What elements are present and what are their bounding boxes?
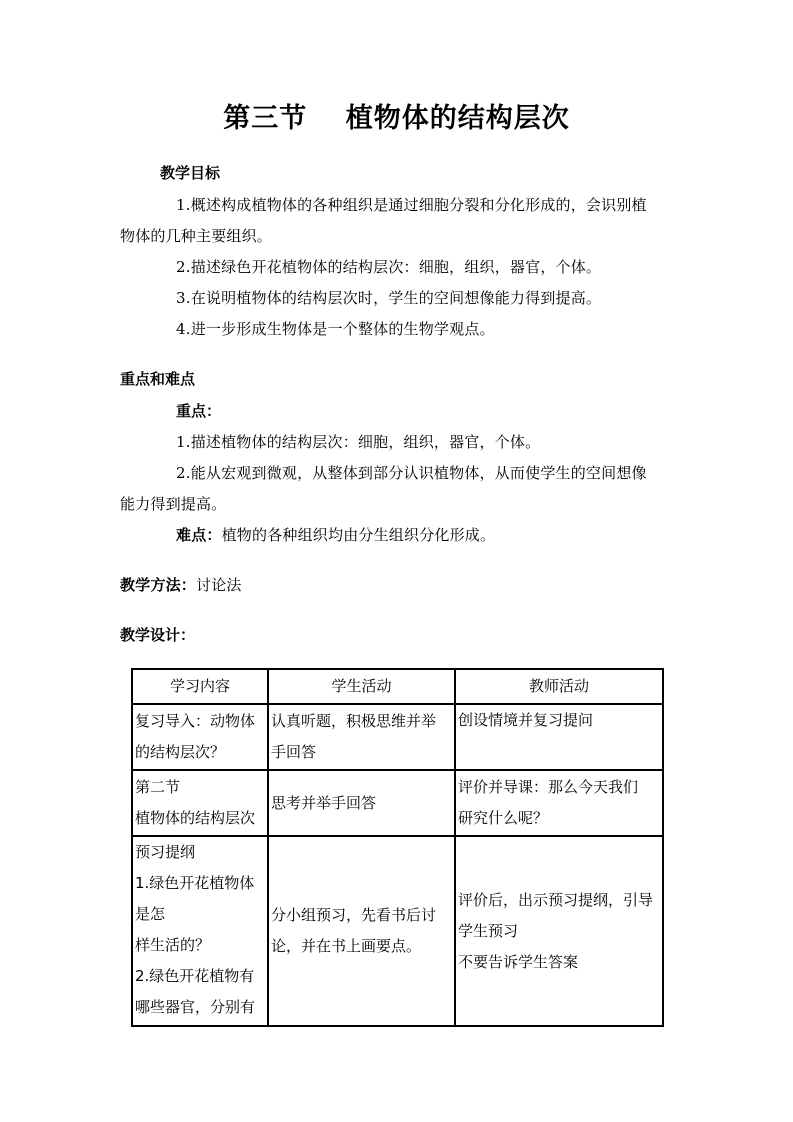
key-line-2: 2.能从宏观到微观，从整体到部分认识植物体，从而使学生的空间想像 [176, 464, 647, 482]
difficulty-text: 植物的各种组织均由分生组织分化形成。 [221, 526, 496, 544]
method-value: 讨论法 [196, 576, 242, 594]
row-3-teacher [455, 836, 663, 1026]
cell-line: 样生活的？ [135, 936, 211, 954]
objectives-heading: 教学目标 [160, 164, 221, 182]
method-line [120, 574, 242, 595]
difficulty-label: 难点： [176, 526, 222, 544]
cell-line: 学生预习 [458, 921, 519, 940]
row-2-student [268, 770, 455, 836]
key-points-heading: 重点和难点 [120, 370, 196, 388]
row-3-student [268, 836, 455, 1026]
objective-line-5: 4.进一步形成生物体是一个整体的生物学观点。 [176, 320, 495, 338]
row-2-content [132, 770, 268, 836]
row-3-content [132, 836, 268, 1026]
cell-line: 不要告诉学生答案 [458, 952, 579, 971]
objective-line-2: 物体的几种主要组织。 [120, 227, 273, 245]
difficulty-line [176, 524, 495, 545]
page-title: 第三节 植物体的结构层次 [223, 103, 570, 134]
row-1-teacher [455, 704, 663, 770]
column-header-teacher: 教师活动 [455, 669, 663, 704]
method-label: 教学方法： [120, 576, 197, 594]
cell-line: 2.绿色开花植物有 [135, 967, 255, 985]
column-header-content: 学习内容 [132, 669, 268, 704]
cell-line: 1.绿色开花植物体 [135, 874, 255, 892]
cell-line: 第二节 [135, 778, 181, 796]
row-2-teacher [455, 770, 663, 836]
cell-line: 论，并在书上画要点。 [271, 937, 422, 955]
cell-line: 复习导入：动物体 [135, 712, 256, 730]
cell-line: 的结构层次？ [135, 743, 226, 761]
cell-line: 哪些器官，分别有 [135, 998, 256, 1016]
table-row [132, 770, 663, 836]
teaching-design-table [131, 668, 664, 1027]
cell-line: 分小组预习，先看书后讨 [271, 906, 437, 924]
key-line-1: 1.描述植物体的结构层次：细胞，组织，器官，个体。 [176, 433, 541, 451]
cell-line: 评价并导课：那么今天我们 [458, 778, 639, 796]
column-header-student: 学生活动 [268, 669, 455, 704]
row-1-content [132, 704, 268, 770]
design-label: 教学设计： [120, 626, 196, 644]
table-row [132, 704, 663, 770]
cell-line: 手回答 [271, 743, 317, 761]
key-label: 重点： [176, 402, 222, 420]
cell-line: 评价后，出示预习提纲，引导 [458, 890, 654, 909]
cell-line: 植物体的结构层次 [135, 809, 256, 827]
cell-line: 思考并举手回答 [271, 793, 377, 812]
key-line-3: 能力得到提高。 [120, 495, 227, 513]
objective-line-1: 1.概述构成植物体的各种组织是通过细胞分裂和分化形成的，会识别植 [176, 196, 647, 214]
cell-line: 创设情境并复习提问 [458, 711, 594, 729]
row-1-student [268, 704, 455, 770]
cell-line: 研究什么呢？ [458, 809, 549, 827]
cell-line: 预习提纲 [135, 843, 196, 861]
cell-line: 认真听题，积极思维并举 [271, 712, 437, 730]
table-row [132, 836, 663, 1026]
objective-line-4: 3.在说明植物体的结构层次时，学生的空间想像能力得到提高。 [176, 289, 602, 307]
table-header-row [132, 669, 663, 704]
cell-line: 是怎 [135, 905, 166, 923]
objective-line-3: 2.描述绿色开花植物体的结构层次：细胞，组织，器官，个体。 [176, 258, 602, 276]
